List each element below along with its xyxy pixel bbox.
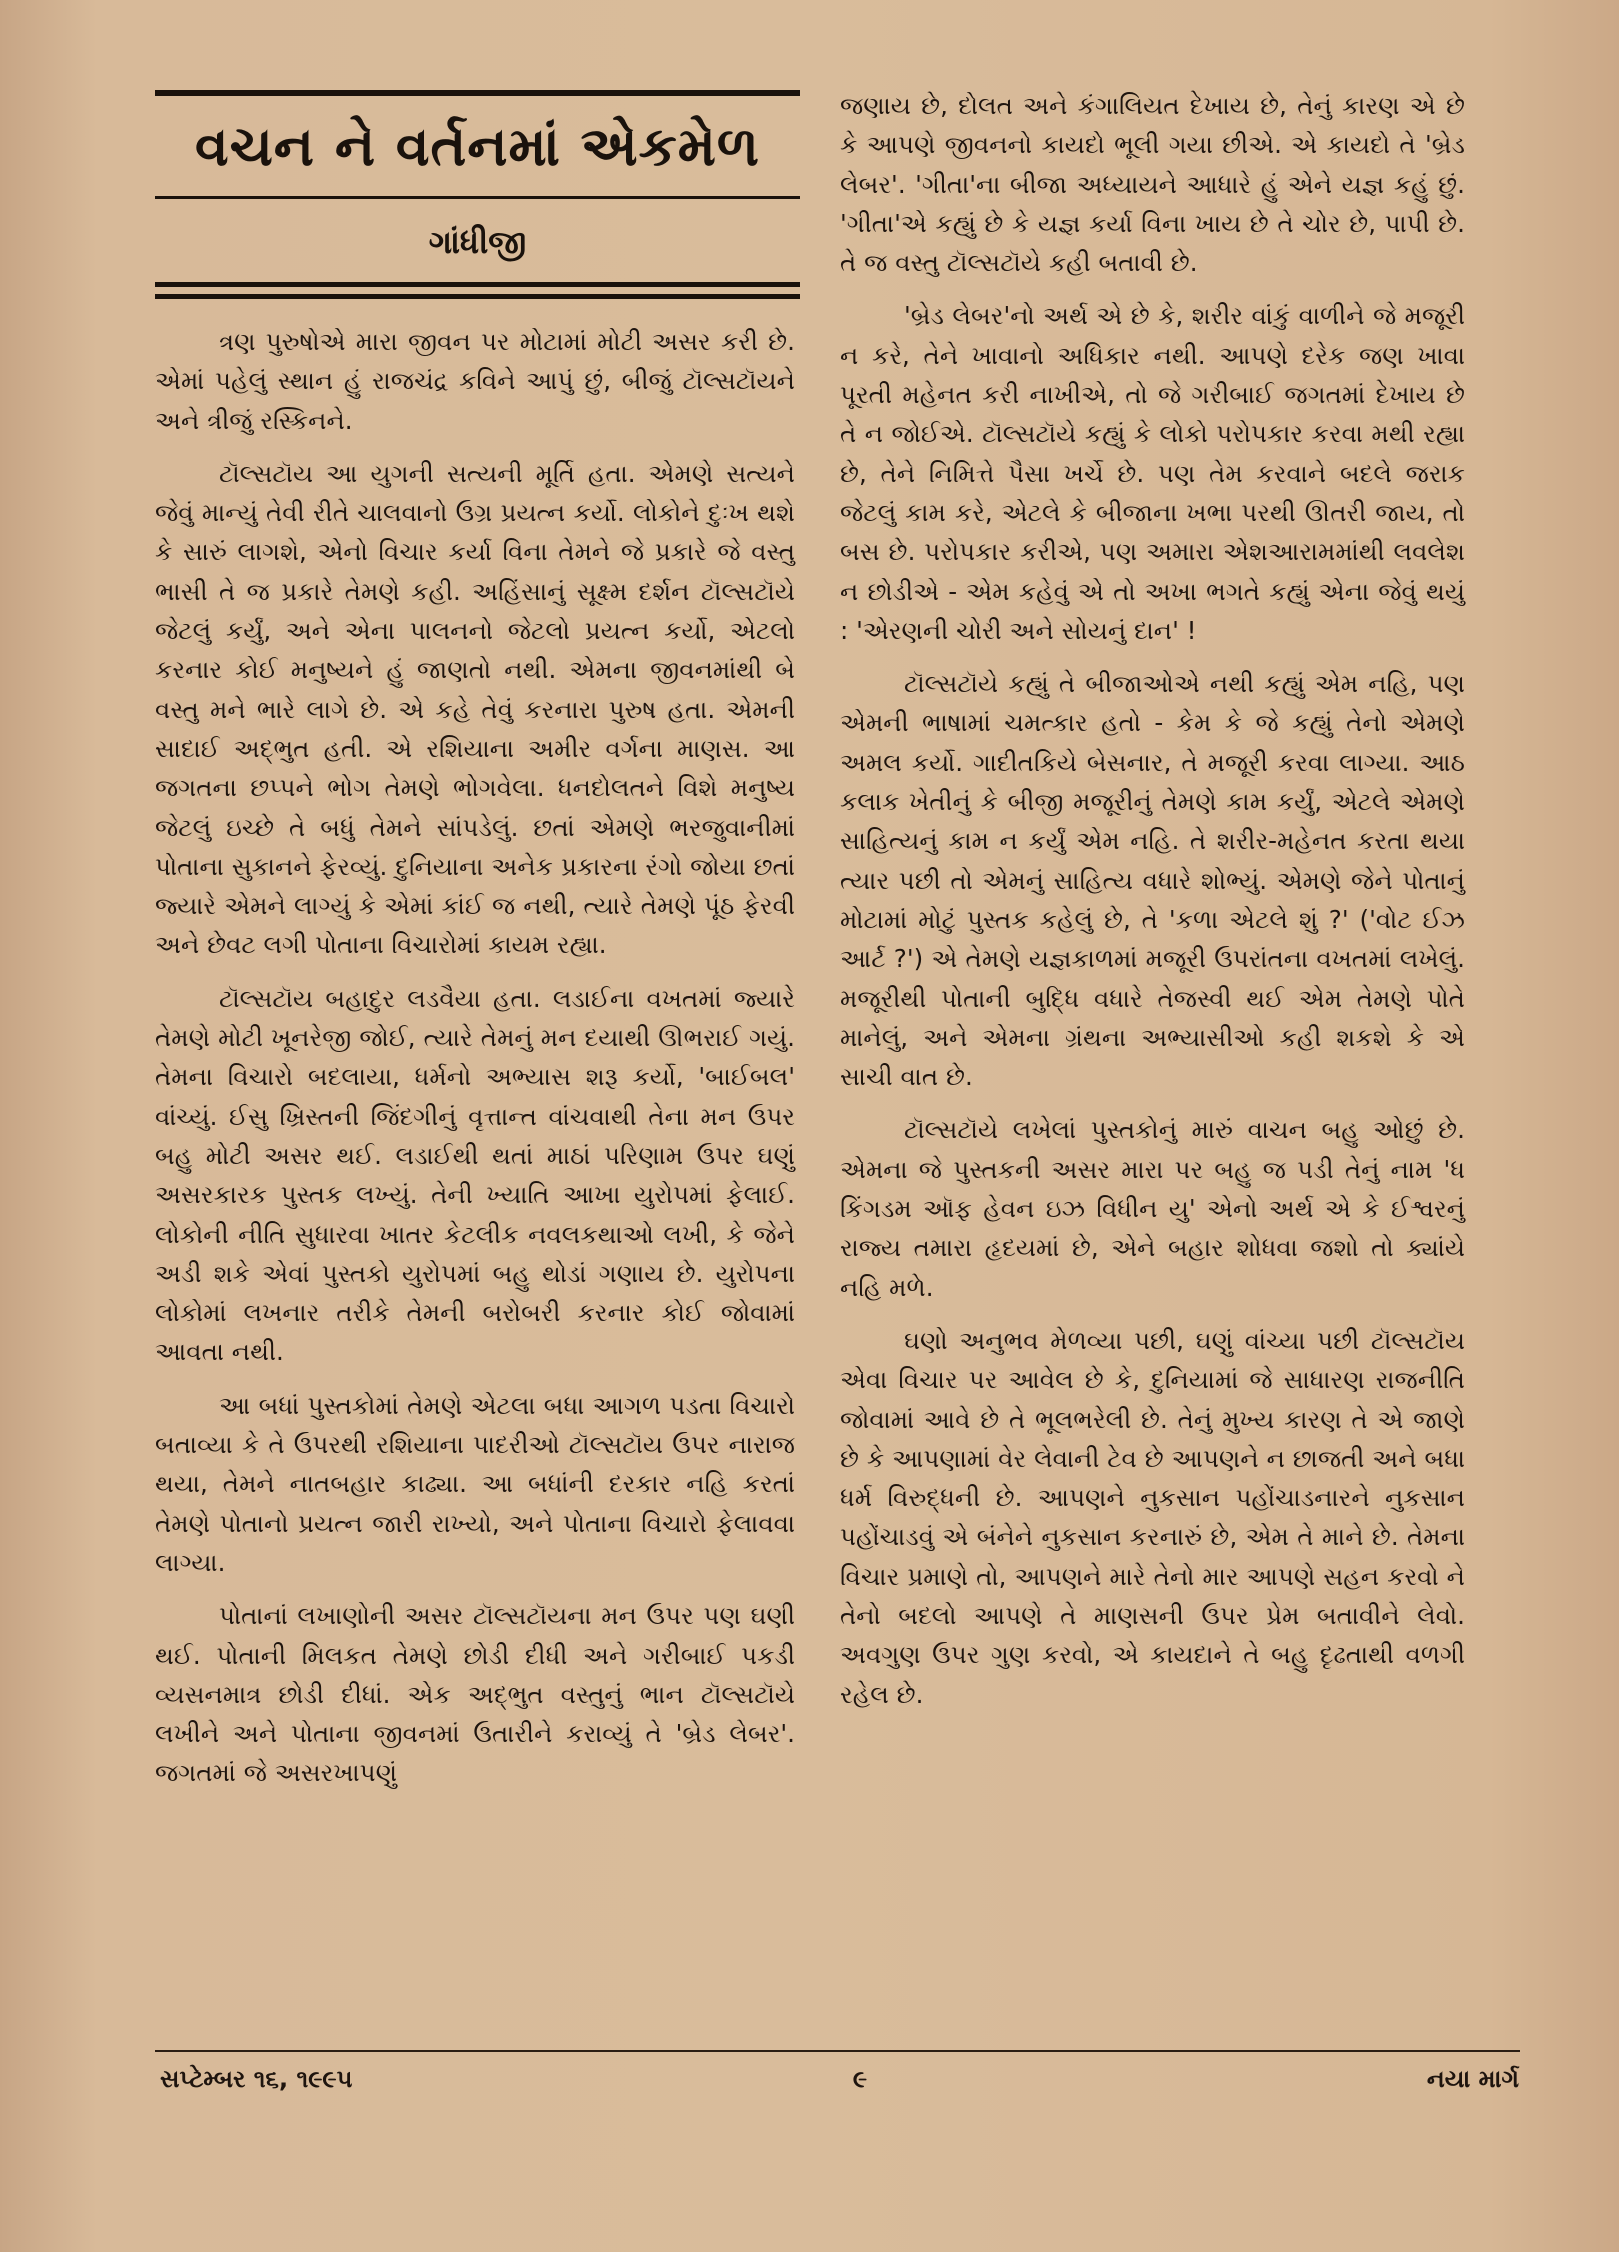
article-title: વચન ને વર્તનમાં એકમેળ (194, 115, 761, 178)
paragraph: ઘણો અનુભવ મેળવ્યા પછી, ઘણું વાંચ્યા પછી ટૉલ્સટૉય એવા વિચાર પર આવેલ છે કે, દુનિયામાં જે સાધારણ રાજનીતિ જોવામાં આવે છે તે ભૂલભરેલી છે. તેનું મુખ્ય કારણ તે એ જાણે છે કે આપણામાં વેર લેવાની ટેવ છે આપણને ન છાજતી અને બધા ધર્મ વિરુદ્ધની છે. આપણને નુકસાન પહોંચાડનારને નુકસાન પહોંચાડવું એ બંનેને નુકસાન કરનારું છે, એમ તે માને છે. તેમના વિચાર પ્રમાણે તો, આપણને મારે તેનો માર આપણે સહન કરવો ને તેનો બદલો આપણે તે માણસની ઉપર પ્રેમ બતાવીને લેવો. અવગુણ ઉપર ગુણ કરવો, એ કાયદાને તે બહુ દૃઢતાથી વળગી રહેલ છે. (840, 1325, 1465, 1709)
left-column (155, 322, 795, 1807)
right-column (840, 86, 1465, 1728)
paragraph: જણાય છે, દોલત અને કંગાલિયત દેખાય છે, તેનું કારણ એ છે કે આપણે જીવનનો કાયદો ભૂલી ગયા છીએ. એ કાયદો તે 'બ્રેડ લેબર'. 'ગીતા'ના બીજા અધ્યાયને આધારે હું એને યજ્ઞ કહું છું. 'ગીતા'એ કહ્યું છે કે યજ્ઞ કર્યા વિના ખાય છે તે ચોર છે, પાપી છે. તે જ વસ્તુ ટૉલ્સટૉયે કહી બતાવી છે. (840, 91, 1465, 278)
title-bottom-rule-1 (155, 282, 800, 287)
paragraph: 'બ્રેડ લેબર'નો અર્થ એ છે કે, શરીર વાંકું વાળીને જે મજૂરી ન કરે, તેને ખાવાનો અધિકાર નથી. આપણે દરેક જણ ખાવા પૂરતી મહેનત કરી નાખીએ, તો જે ગરીબાઈ જગતમાં દેખાય છે તે ન જોઈએ. ટૉલ્સટૉયે કહ્યું કે લોકો પરોપકાર કરવા મથી રહ્યા છે, તેને નિમિત્તે પૈસા ખર્ચે છે. પણ તેમ કરવાને બદલે જરાક જેટલું કામ કરે, એટલે કે બીજાના ખભા પરથી ઊતરી જાય, તો બસ છે. પરોપકાર કરીએ, પણ અમારા એશઆરામમાંથી લવલેશ ન છોડીએ - એમ કહેવું એ તો અખા ભગતે કહ્યું એના જેવું થયું : 'એરણની ચોરી અને સોયનું દાન' ! (840, 301, 1465, 645)
title-bottom-rule-2 (155, 294, 800, 299)
title-middle-rule (155, 196, 800, 199)
paragraph: પોતાનાં લખાણોની અસર ટૉલ્સટૉયના મન ઉપર પણ ઘણી થઈ. પોતાની મિલકત તેમણે છોડી દીધી અને ગરીબાઈ પકડી વ્યસનમાત્ર છોડી દીધાં. એક અદ્ભુત વસ્તુનું ભાન ટૉલ્સટૉયે લખીને અને પોતાના જીવનમાં ઉતારીને કરાવ્યું તે 'બ્રેડ લેબર'. જગતમાં જે અસરખાપણું (155, 1601, 795, 1788)
footer-rule (155, 2050, 1520, 2052)
paragraph: ટૉલ્સટૉય આ યુગની સત્યની મૂર્તિ હતા. એમણે સત્યને જેવું માન્યું તેવી રીતે ચાલવાનો ઉગ્ર પ્રયત્ન કર્યો. લોકોને દુઃખ થશે કે સારું લાગશે, એનો વિચાર કર્યા વિના તેમને જે પ્રકારે જે વસ્તુ ભાસી તે જ પ્રકારે તેમણે કહી. અહિંસાનું સૂક્ષ્મ દર્શન ટૉલ્સટૉયે જેટલું કર્યું, અને એના પાલનનો જેટલો પ્રયત્ન કર્યો, એટલો કરનાર કોઈ મનુષ્યને હું જાણતો નથી. એમના જીવનમાંથી બે વસ્તુ મને ભારે લાગે છે. એ કહે તેવું કરનારા પુરુષ હતા. એમની સાદાઈ અદ્ભુત હતી. એ રશિયાના અમીર વર્ગના માણસ. આ જગતના છપ્પને ભોગ તેમણે ભોગવેલા. ધનદોલતને વિશે મનુષ્ય જેટલું ઇચ્છે તે બધું તેમને સાંપડેલું. છતાં એમણે ભરજુવાનીમાં પોતાના સુકાનને ફેરવ્યું. દુનિયાના અનેક પ્રકારના રંગો જોયા છતાં જ્યારે એમને લાગ્યું કે એમાં કાંઈ જ નથી, ત્યારે તેમણે પૂંઠ ફેરવી અને છેવટ લગી પોતાના વિચારોમાં કાયમ રહ્યા. (155, 458, 795, 960)
publication-name: નયા માર્ગ (1426, 2065, 1519, 2093)
paragraph: ટૉલ્સટૉય બહાદુર લડવૈયા હતા. લડાઈના વખતમાં જ્યારે તેમણે મોટી ખૂનરેજી જોઈ, ત્યારે તેમનું મન દયાથી ઊભરાઈ ગયું. તેમના વિચારો બદલાયા, ધર્મનો અભ્યાસ શરૂ કર્યો, 'બાઈબલ' વાંચ્યું. ઈસુ ખ્રિસ્તની જિંદગીનું વૃત્તાન્ત વાંચવાથી તેના મન ઉપર બહુ મોટી અસર થઈ. લડાઈથી થતાં માઠાં પરિણામ ઉપર ઘણું અસરકારક પુસ્તક લખ્યું. તેની ખ્યાતિ આખા યુરોપમાં ફેલાઈ. લોકોની નીતિ સુધારવા ખાતર કેટલીક નવલકથાઓ લખી, કે જેને અડી શકે એવાં પુસ્તકો યુરોપમાં બહુ થોડાં ગણાય છે. યુરોપના લોકોમાં લખનાર તરીકે તેમની બરોબરી કરનાર કોઈ જોવામાં આવતા નથી. (155, 983, 795, 1367)
paragraph: ત્રણ પુરુષોએ મારા જીવન પર મોટામાં મોટી અસર કરી છે. એમાં પહેલું સ્થાન હું રાજચંદ્ર કવિને આપું છું, બીજું ટૉલ્સટૉયને અને ત્રીજું રસ્કિનને. (155, 327, 795, 435)
paragraph: ટૉલ્સટૉયે લખેલાં પુસ્તકોનું મારું વાચન બહુ ઓછું છે. એમના જે પુસ્તકની અસર મારા પર બહુ જ પડી તેનું નામ 'ધ કિંગડમ ઑફ હેવન ઇઝ વિધીન યુ' એનો અર્થ એ કે ઈશ્વરનું રાજ્ય તમારા હૃદયમાં છે, એને બહાર શોધવા જશો તો ક્યાંયે નહિ મળે. (840, 1115, 1465, 1302)
paragraph: ટૉલ્સટૉયે કહ્યું તે બીજાઓએ નથી કહ્યું એમ નહિ, પણ એમની ભાષામાં ચમત્કાર હતો - કેમ કે જે કહ્યું તેનો એમણે અમલ કર્યો. ગાદીતકિયે બેસનાર, તે મજૂરી કરવા લાગ્યા. આઠ કલાક ખેતીનું કે બીજી મજૂરીનું તેમણે કામ કર્યું, એટલે એમણે સાહિત્યનું કામ ન કર્યું એમ નહિ. તે શરીર-મહેનત કરતા થયા ત્યાર પછી તો એમનું સાહિત્ય વધારે શોભ્યું. એમણે જેને પોતાનું મોટામાં મોટું પુસ્તક કહેલું છે, તે 'કળા એટલે શું ?' ('વોટ ઈઝ આર્ટ ?') એ તેમણે યજ્ઞકાળમાં મજૂરી ઉપરાંતના વખતમાં લખેલું. મજૂરીથી પોતાની બુદ્ધિ વધારે તેજસ્વી થઈ એમ તેમણે પોતે માનેલું, અને એમના ગ્રંથના અભ્યાસીઓ કહી શકશે કે એ સાચી વાત છે. (840, 669, 1465, 1092)
footer-date: સપ્ટેમ્બર ૧૬, ૧૯૯૫ (160, 2065, 353, 2093)
article-author: ગાંધીજી (428, 223, 527, 261)
title-top-rule (155, 90, 800, 96)
page-number: ૯ (852, 2065, 868, 2093)
paragraph: આ બધાં પુસ્તકોમાં તેમણે એટલા બધા આગળ પડતા વિચારો બતાવ્યા કે તે ઉપરથી રશિયાના પાદરીઓ ટૉલ્સટૉય ઉપર નારાજ થયા, તેમને નાતબહાર કાઢ્યા. આ બધાંની દરકાર નહિ કરતાં તેમણે પોતાનો પ્રયત્ન જારી રાખ્યો, અને પોતાના વિચારો ફેલાવવા લાગ્યા. (155, 1390, 795, 1577)
